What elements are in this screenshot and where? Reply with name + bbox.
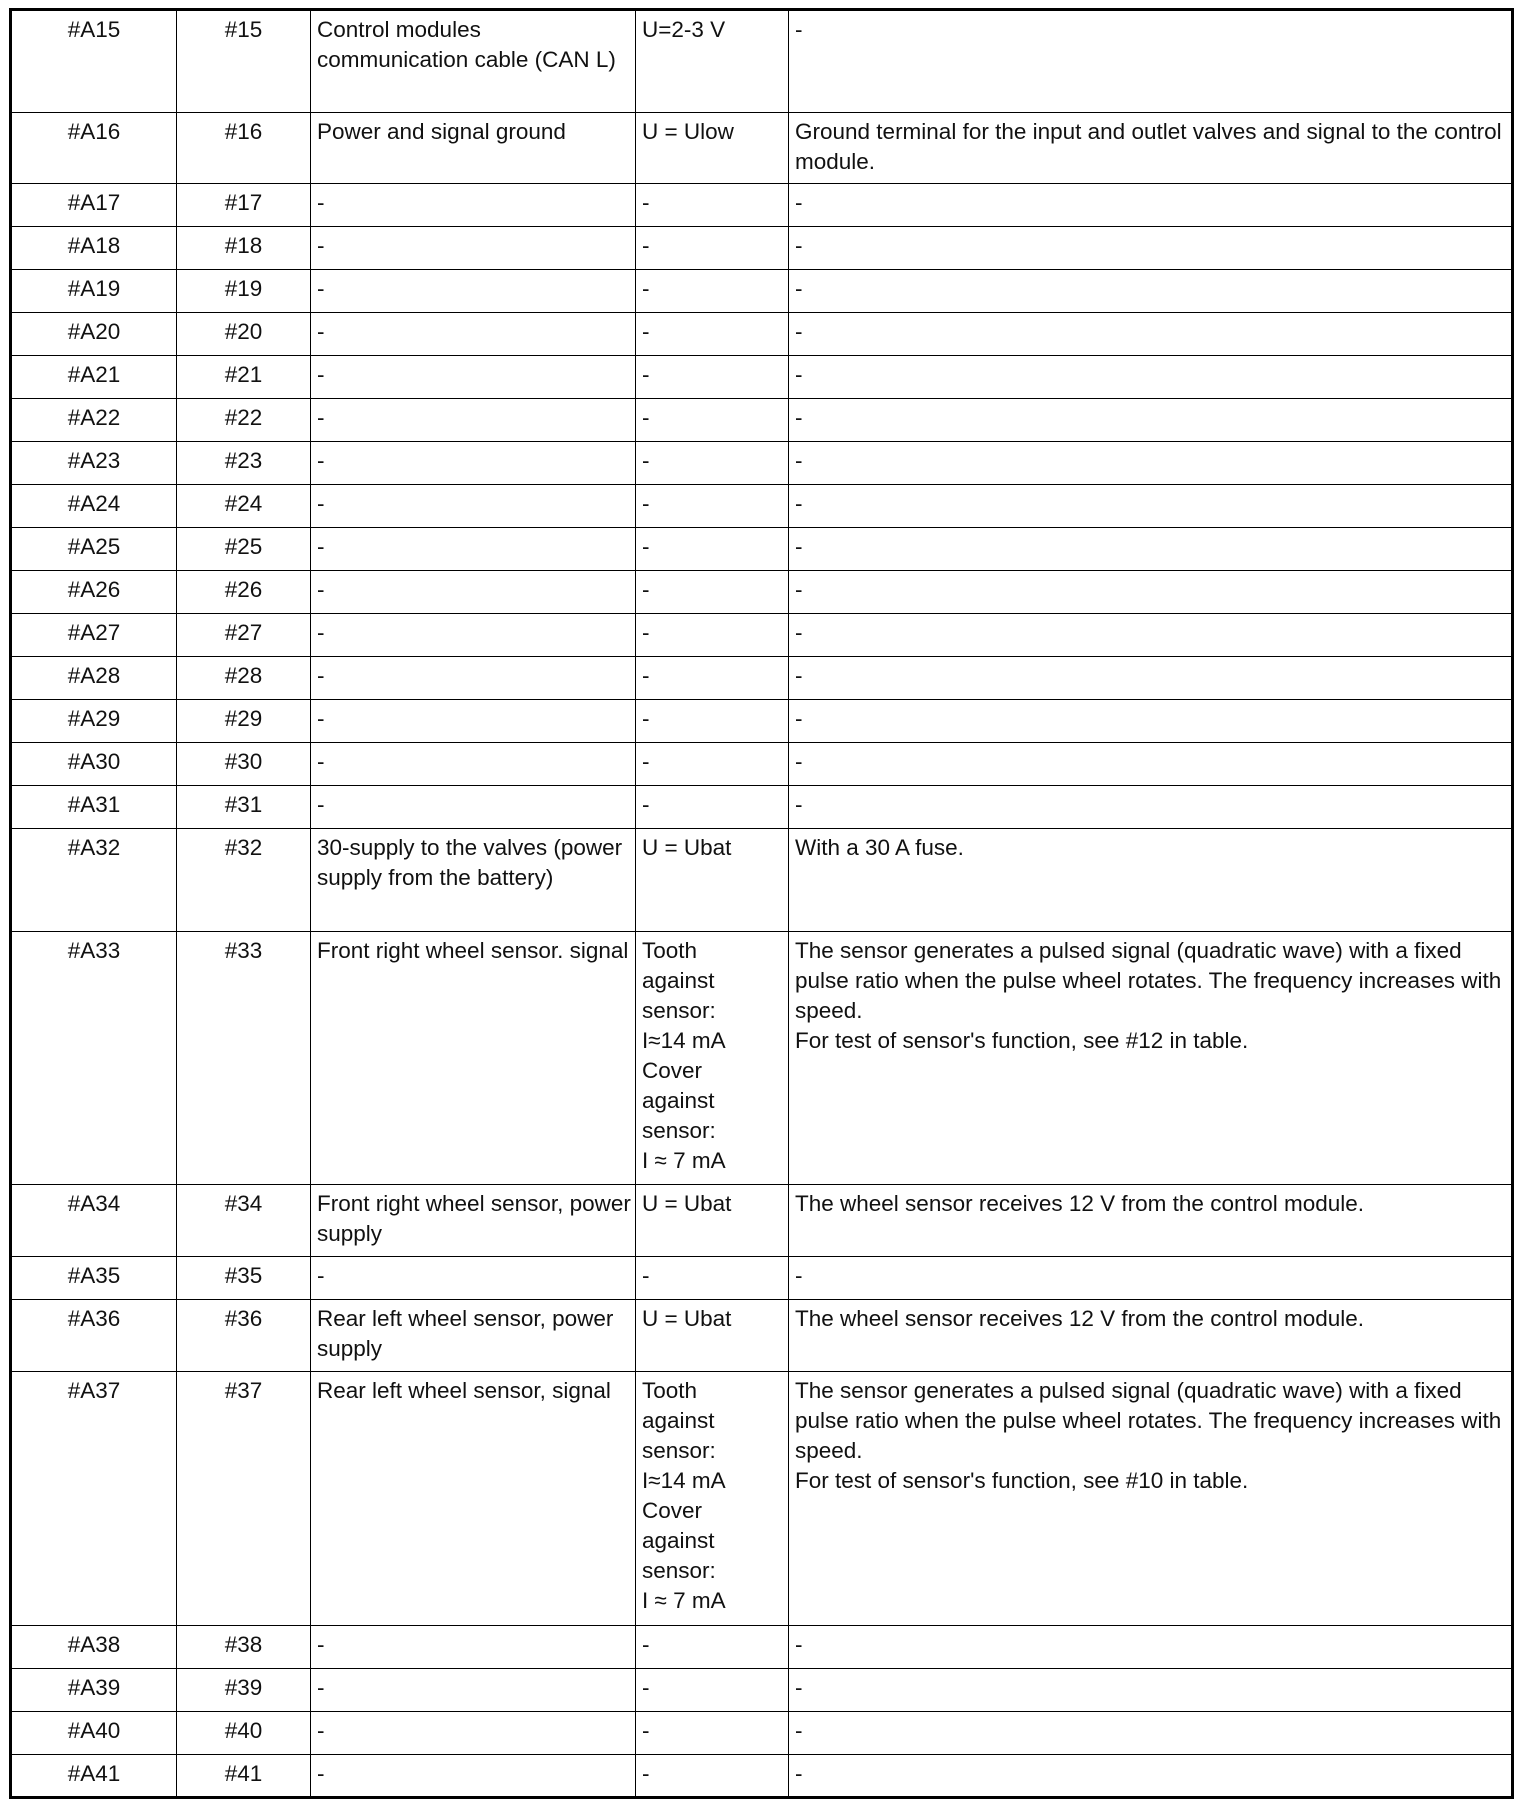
comment-cell: The sensor generates a pulsed signal (quadratic wave) with a fixed pulse ratio when the pulse wheel rotates. The frequency increases with speed. For test of sensor's function, see #12 in table. <box>789 932 1513 1185</box>
value-cell: - <box>636 227 789 270</box>
terminal-id-cell: #A37 <box>11 1372 177 1626</box>
value-cell: - <box>636 528 789 571</box>
pin-number-cell: #23 <box>177 442 311 485</box>
pin-number-cell: #38 <box>177 1626 311 1669</box>
terminal-id-cell: #A24 <box>11 485 177 528</box>
comment-cell: - <box>789 442 1513 485</box>
comment-cell: - <box>789 700 1513 743</box>
pin-number-cell: #35 <box>177 1257 311 1300</box>
connector-pin-table <box>9 8 1514 1799</box>
comment-cell: - <box>789 1755 1513 1798</box>
comment-cell: - <box>789 743 1513 786</box>
pin-number-cell: #20 <box>177 313 311 356</box>
terminal-id-cell: #A21 <box>11 356 177 399</box>
function-cell: - <box>311 528 636 571</box>
function-cell: Front right wheel sensor. signal <box>311 932 636 1185</box>
pin-number-cell: #31 <box>177 786 311 829</box>
pin-number-cell: #15 <box>177 10 311 113</box>
pin-number-cell: #30 <box>177 743 311 786</box>
function-cell: Front right wheel sensor, power supply <box>311 1185 636 1257</box>
terminal-id-cell: #A17 <box>11 184 177 227</box>
comment-cell: The wheel sensor receives 12 V from the control module. <box>789 1300 1513 1372</box>
table-row <box>11 614 1513 657</box>
table-row <box>11 1712 1513 1755</box>
table-row <box>11 485 1513 528</box>
function-cell: - <box>311 485 636 528</box>
terminal-id-cell: #A29 <box>11 700 177 743</box>
function-cell: - <box>311 743 636 786</box>
function-cell: - <box>311 571 636 614</box>
table-row <box>11 932 1513 1185</box>
terminal-id-cell: #A18 <box>11 227 177 270</box>
function-cell: - <box>311 657 636 700</box>
terminal-id-cell: #A40 <box>11 1712 177 1755</box>
table-row <box>11 657 1513 700</box>
pin-table-body <box>11 10 1513 1798</box>
value-cell: - <box>636 270 789 313</box>
comment-cell: - <box>789 786 1513 829</box>
terminal-id-cell: #A36 <box>11 1300 177 1372</box>
terminal-id-cell: #A22 <box>11 399 177 442</box>
function-cell: 30-supply to the valves (power supply from the battery) <box>311 829 636 932</box>
comment-cell: - <box>789 571 1513 614</box>
terminal-id-cell: #A20 <box>11 313 177 356</box>
table-row <box>11 1669 1513 1712</box>
comment-cell: - <box>789 657 1513 700</box>
function-cell: - <box>311 1712 636 1755</box>
value-cell: - <box>636 657 789 700</box>
value-cell: - <box>636 1257 789 1300</box>
value-cell: - <box>636 442 789 485</box>
function-cell: - <box>311 786 636 829</box>
table-row <box>11 356 1513 399</box>
function-cell: - <box>311 1669 636 1712</box>
function-cell: Control modules communication cable (CAN L) <box>311 10 636 113</box>
pin-number-cell: #29 <box>177 700 311 743</box>
comment-cell: - <box>789 528 1513 571</box>
comment-cell: - <box>789 614 1513 657</box>
value-cell: - <box>636 1755 789 1798</box>
table-row <box>11 1372 1513 1626</box>
terminal-id-cell: #A39 <box>11 1669 177 1712</box>
table-row <box>11 1300 1513 1372</box>
value-cell: - <box>636 1626 789 1669</box>
comment-cell: - <box>789 270 1513 313</box>
pin-number-cell: #21 <box>177 356 311 399</box>
value-cell: - <box>636 184 789 227</box>
pin-number-cell: #36 <box>177 1300 311 1372</box>
comment-cell: - <box>789 1669 1513 1712</box>
comment-cell: - <box>789 356 1513 399</box>
terminal-id-cell: #A23 <box>11 442 177 485</box>
comment-cell: - <box>789 184 1513 227</box>
terminal-id-cell: #A28 <box>11 657 177 700</box>
value-cell: - <box>636 1669 789 1712</box>
comment-cell: - <box>789 10 1513 113</box>
pin-number-cell: #28 <box>177 657 311 700</box>
comment-cell: - <box>789 399 1513 442</box>
pin-number-cell: #37 <box>177 1372 311 1626</box>
comment-cell: - <box>789 1257 1513 1300</box>
table-row <box>11 1626 1513 1669</box>
table-row <box>11 528 1513 571</box>
terminal-id-cell: #A34 <box>11 1185 177 1257</box>
pin-number-cell: #39 <box>177 1669 311 1712</box>
terminal-id-cell: #A35 <box>11 1257 177 1300</box>
function-cell: - <box>311 700 636 743</box>
function-cell: - <box>311 399 636 442</box>
terminal-id-cell: #A38 <box>11 1626 177 1669</box>
value-cell: - <box>636 571 789 614</box>
value-cell: U = Ubat <box>636 1300 789 1372</box>
function-cell: Rear left wheel sensor, power supply <box>311 1300 636 1372</box>
comment-cell: - <box>789 227 1513 270</box>
value-cell: Tooth against sensor: I≈14 mA Cover against sensor: I ≈ 7 mA <box>636 932 789 1185</box>
value-cell: - <box>636 485 789 528</box>
pin-number-cell: #19 <box>177 270 311 313</box>
table-row <box>11 399 1513 442</box>
table-row <box>11 743 1513 786</box>
pin-number-cell: #17 <box>177 184 311 227</box>
terminal-id-cell: #A19 <box>11 270 177 313</box>
function-cell: - <box>311 270 636 313</box>
value-cell: U = Ubat <box>636 1185 789 1257</box>
pin-number-cell: #32 <box>177 829 311 932</box>
function-cell: - <box>311 313 636 356</box>
function-cell: - <box>311 1755 636 1798</box>
pin-number-cell: #24 <box>177 485 311 528</box>
table-row <box>11 10 1513 113</box>
table-row <box>11 1185 1513 1257</box>
pin-number-cell: #27 <box>177 614 311 657</box>
terminal-id-cell: #A27 <box>11 614 177 657</box>
function-cell: - <box>311 614 636 657</box>
pin-number-cell: #16 <box>177 113 311 184</box>
comment-cell: - <box>789 1712 1513 1755</box>
table-row <box>11 442 1513 485</box>
function-cell: Rear left wheel sensor, signal <box>311 1372 636 1626</box>
comment-cell: The wheel sensor receives 12 V from the control module. <box>789 1185 1513 1257</box>
table-row <box>11 227 1513 270</box>
value-cell: U = Ubat <box>636 829 789 932</box>
comment-cell: - <box>789 313 1513 356</box>
pin-number-cell: #34 <box>177 1185 311 1257</box>
function-cell: - <box>311 442 636 485</box>
comment-cell: - <box>789 1626 1513 1669</box>
terminal-id-cell: #A41 <box>11 1755 177 1798</box>
function-cell: - <box>311 184 636 227</box>
value-cell: - <box>636 1712 789 1755</box>
table-row <box>11 184 1513 227</box>
pin-number-cell: #33 <box>177 932 311 1185</box>
value-cell: - <box>636 356 789 399</box>
pin-number-cell: #26 <box>177 571 311 614</box>
pin-number-cell: #22 <box>177 399 311 442</box>
terminal-id-cell: #A16 <box>11 113 177 184</box>
comment-cell: Ground terminal for the input and outlet valves and signal to the control module. <box>789 113 1513 184</box>
table-row <box>11 313 1513 356</box>
table-row <box>11 700 1513 743</box>
function-cell: - <box>311 1626 636 1669</box>
function-cell: - <box>311 1257 636 1300</box>
table-row <box>11 786 1513 829</box>
terminal-id-cell: #A31 <box>11 786 177 829</box>
value-cell: Tooth against sensor: I≈14 mA Cover against sensor: I ≈ 7 mA <box>636 1372 789 1626</box>
function-cell: - <box>311 356 636 399</box>
function-cell: Power and signal ground <box>311 113 636 184</box>
terminal-id-cell: #A25 <box>11 528 177 571</box>
table-row <box>11 113 1513 184</box>
terminal-id-cell: #A26 <box>11 571 177 614</box>
function-cell: - <box>311 227 636 270</box>
table-row <box>11 829 1513 932</box>
value-cell: - <box>636 786 789 829</box>
comment-cell: With a 30 A fuse. <box>789 829 1513 932</box>
value-cell: U=2-3 V <box>636 10 789 113</box>
value-cell: U = Ulow <box>636 113 789 184</box>
value-cell: - <box>636 313 789 356</box>
pin-number-cell: #40 <box>177 1712 311 1755</box>
pin-number-cell: #25 <box>177 528 311 571</box>
value-cell: - <box>636 614 789 657</box>
table-row <box>11 1755 1513 1798</box>
terminal-id-cell: #A32 <box>11 829 177 932</box>
value-cell: - <box>636 700 789 743</box>
terminal-id-cell: #A30 <box>11 743 177 786</box>
terminal-id-cell: #A15 <box>11 10 177 113</box>
table-row <box>11 571 1513 614</box>
terminal-id-cell: #A33 <box>11 932 177 1185</box>
table-row <box>11 1257 1513 1300</box>
pin-number-cell: #41 <box>177 1755 311 1798</box>
table-row <box>11 270 1513 313</box>
comment-cell: - <box>789 485 1513 528</box>
pin-number-cell: #18 <box>177 227 311 270</box>
value-cell: - <box>636 743 789 786</box>
value-cell: - <box>636 399 789 442</box>
comment-cell: The sensor generates a pulsed signal (quadratic wave) with a fixed pulse ratio when the pulse wheel rotates. The frequency increases with speed. For test of sensor's function, see #10 in table. <box>789 1372 1513 1626</box>
